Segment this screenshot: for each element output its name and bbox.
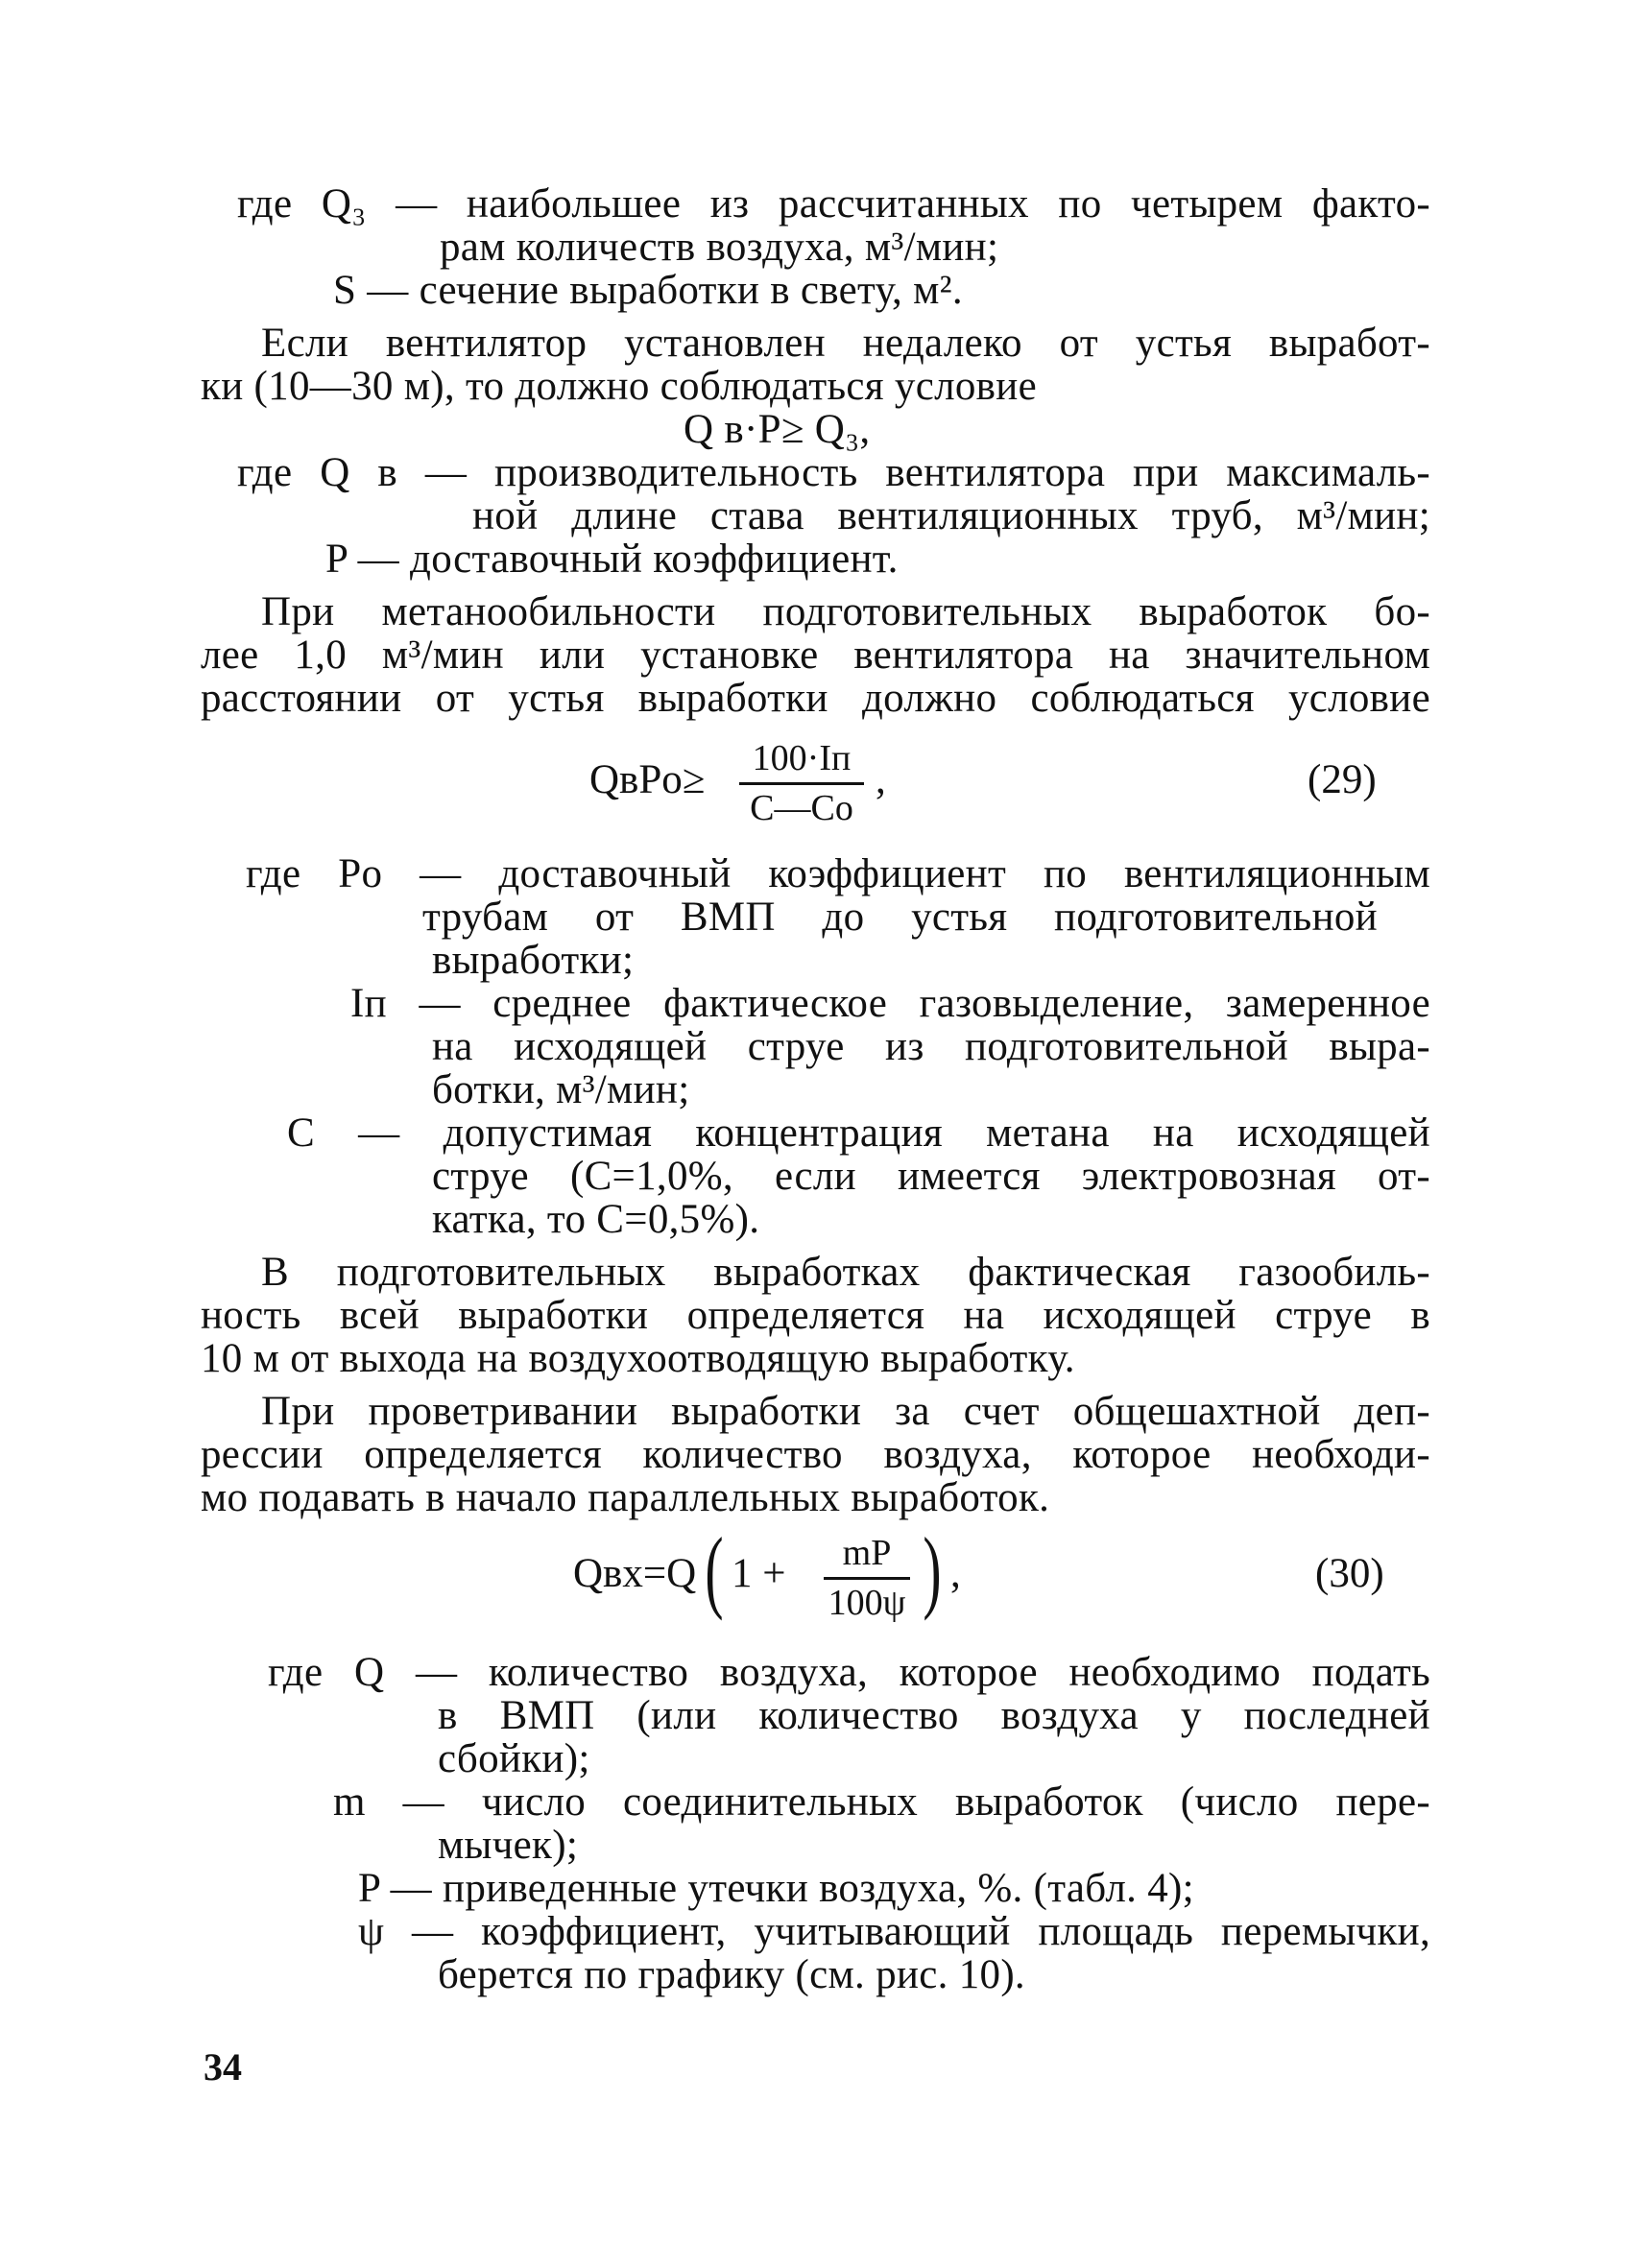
eq29-comma: , [876, 757, 886, 802]
eq30-left-paren: ( [705, 1518, 724, 1621]
definition-psi-line2: берется по графику (см. рис. 10). [438, 1952, 1025, 1997]
definition-in-line1: Iп — среднее фактическое газовыделение, замеренное [350, 981, 1430, 1026]
definition-in-line3: ботки, м³/мин; [432, 1067, 690, 1112]
definition-c-line3: катка, то C=0,5%). [432, 1197, 760, 1242]
definition-qv-line1: где Q в — производительность вентилятора при максималь- [237, 450, 1430, 495]
definition-p-leaks: P — приведенные утечки воздуха, %. (табл. 4); [358, 1866, 1194, 1911]
paragraph-4-line1: При проветривании выработки за счет общешахтной деп- [261, 1389, 1430, 1434]
definition-m-line1: m — число соединительных выработок (число пере- [333, 1779, 1430, 1825]
definition-qv-line2: ной длине става вентиляционных труб, м³/мин; [472, 493, 1430, 538]
definition-c-line1: C — допустимая концентрация метана на исходящей [287, 1110, 1430, 1156]
paragraph-1-line1: Если вентилятор установлен недалеко от устья выработ- [261, 321, 1430, 366]
eq30-one-plus: 1 + [732, 1551, 786, 1596]
definition-m-line2: мычек); [438, 1823, 579, 1868]
definition-q-line1: где Q — количество воздуха, которое необходимо подать [268, 1650, 1430, 1695]
eq30-denominator: 100ψ [828, 1583, 906, 1623]
eq30-fraction-bar [824, 1577, 910, 1580]
paragraph-3-line3: 10 м от выхода на воздухоотводящую выработку. [201, 1336, 1075, 1381]
equation-number-29: (29) [1308, 757, 1377, 802]
paragraph-1-line2: ки (10—30 м), то должно соблюдаться условие [201, 364, 1037, 409]
definition-p: P — доставочный коэффициент. [325, 537, 899, 582]
paragraph-2-line1: При метанообильности подготовительных выработок бо- [261, 589, 1430, 634]
eq29-numerator: 100·Iп [752, 738, 852, 778]
definition-po-line1: где Pо — доставочный коэффициент по вентиляционным [246, 851, 1430, 896]
paragraph-4-line2: рессии определяется количество воздуха, которое необходи- [201, 1432, 1430, 1477]
definition-q3-line1: где Q₃ — наибольшее из рассчитанных по четырем факто- [237, 181, 1430, 227]
paragraph-2-line2: лее 1,0 м³/мин или установке вентилятора на значительном [201, 633, 1430, 678]
paragraph-3-line2: ность всей выработки определяется на исходящей струе в [201, 1293, 1430, 1338]
paragraph-3-line1: В подготовительных выработках фактическая газообиль- [261, 1250, 1430, 1295]
definition-po-line2: трубам от ВМП до устья подготовительной [422, 895, 1378, 940]
paragraph-2-line3: расстоянии от устья выработки должно соблюдаться условие [201, 676, 1430, 721]
eq29-fraction-bar [739, 782, 864, 785]
eq30-numerator: mP [842, 1533, 892, 1573]
definition-psi-line1: ψ — коэффициент, учитывающий площадь перемычки, [358, 1909, 1430, 1954]
definition-po-line3: выработки; [432, 938, 635, 983]
eq29-denominator: C—Cо [750, 788, 853, 828]
definition-q-line2: в ВМП (или количество воздуха у последней [438, 1693, 1430, 1738]
definition-q3-line2: рам количеств воздуха, м³/мин; [440, 225, 999, 270]
definition-q-line3: сбойки); [438, 1736, 590, 1781]
definition-c-line2: струе (C=1,0%, если имеется электровозная от- [432, 1154, 1430, 1199]
definition-s: S — сечение выработки в свету, м². [333, 268, 963, 313]
eq30-right-paren: ) [923, 1518, 942, 1621]
page-number: 34 [204, 2045, 242, 2089]
equation-number-30: (30) [1315, 1551, 1384, 1596]
eq29-lhs: QвPо≥ [589, 757, 706, 802]
eq30-comma: , [950, 1551, 961, 1596]
definition-in-line2: на исходящей струе из подготовительной выра- [432, 1024, 1430, 1069]
condition-formula: Q в·P≥ Q₃, [684, 407, 871, 452]
eq30-lhs: Qвх=Q [573, 1551, 697, 1596]
paragraph-4-line3: мо подавать в начало параллельных выработок. [201, 1475, 1050, 1520]
